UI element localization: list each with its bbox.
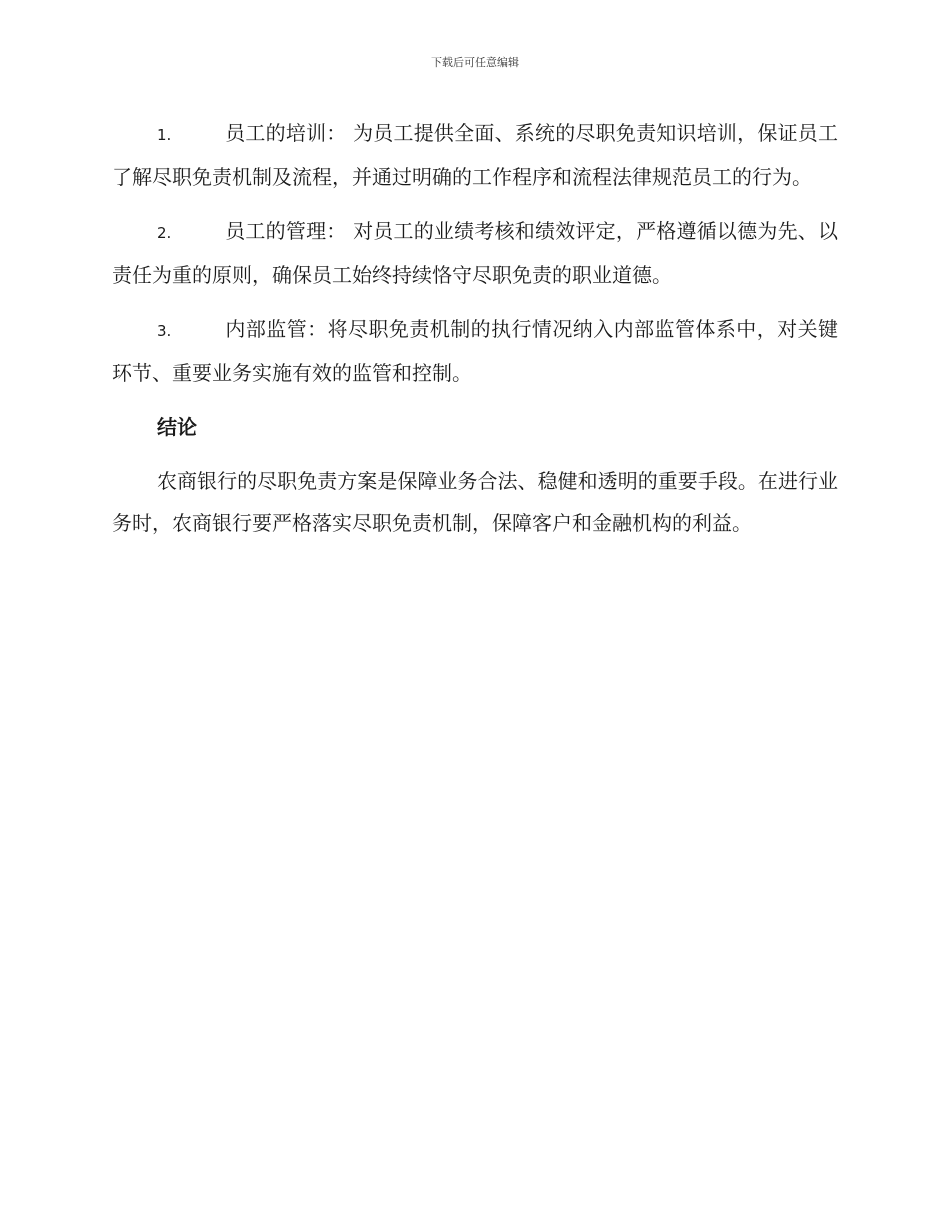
list-item-text: 内部监管：将尽职免责机制的执行情况纳入内部监管体系中，对关键环节、重要业务实施有效的监管和控制。 <box>112 317 838 385</box>
section-heading: 结论 <box>157 415 197 439</box>
list-item <box>112 112 838 198</box>
page-header: 下载后可任意编辑 <box>431 56 519 69</box>
list-number: 1. <box>157 126 172 144</box>
conclusion-paragraph: 农商银行的尽职免责方案是保障业务合法、稳健和透明的重要手段。在进行业务时，农商银行要严格落实尽职免责机制，保障客户和金融机构的利益。 <box>112 469 838 535</box>
list-item <box>112 308 838 394</box>
document-body <box>112 112 838 544</box>
list-item-text: 员工的管理： 对员工的业绩考核和绩效评定，严格遵循以德为先、以责任为重的原则，确保员工始终持续恪守尽职免责的职业道德。 <box>112 219 838 287</box>
list-number: 2. <box>157 224 172 242</box>
list-number: 3. <box>157 322 172 340</box>
list-item <box>112 210 838 296</box>
list-item-text: 员工的培训： 为员工提供全面、系统的尽职免责知识培训，保证员工了解尽职免责机制及流程，并通过明确的工作程序和流程法律规范员工的行为。 <box>112 121 838 189</box>
